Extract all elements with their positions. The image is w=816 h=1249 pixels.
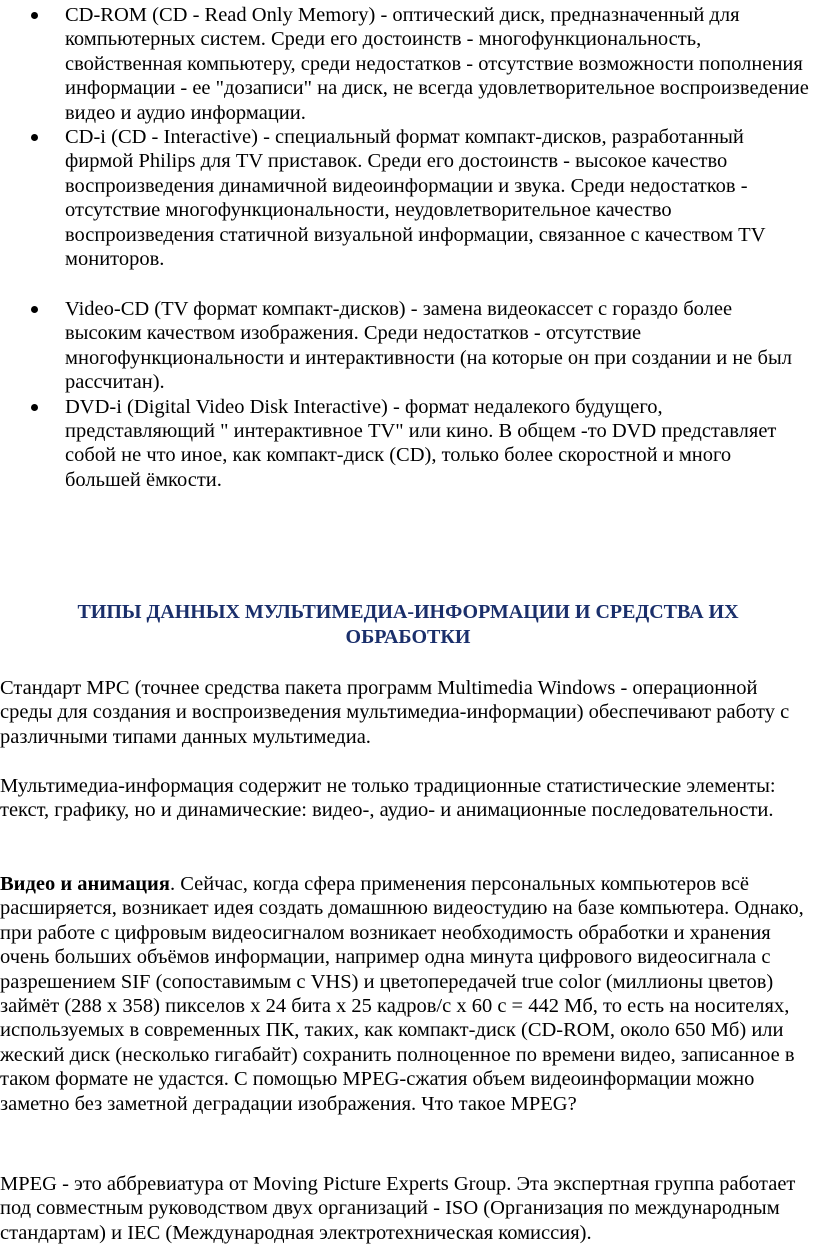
- list-item-text: CD-ROM (CD - Read Only Memory) - оптический диск, предназначенный для компьютерных систем. Среди его достоинств - многофункциональность, свойственная компьютеру, среди недостатков - отсутствие возможности пополнения информации - ее "дозаписи" на диск, не всегда удовлетворительное воспроизведение видео и аудио информации.: [65, 4, 809, 124]
- paragraph-multimedia-info: Мультимедиа-информация содержит не только традиционные статистические элементы: текст, графику, но и динамические: видео-, аудио- и анимационные последовательности.: [0, 775, 776, 822]
- paragraph-mpeg: MPEG - это аббревиатура от Moving Picture Experts Group. Эта экспертная группа работает под совместным руководством двух организаций - ISO (Организация по международным стандартам) и IEC (Международная электротехническая комиссия).: [0, 1173, 796, 1244]
- section-heading-line-1: ТИПЫ ДАННЫХ МУЛЬТИМЕДИА-ИНФОРМАЦИИ И СРЕДСТВА ИХ: [77, 601, 739, 623]
- section-heading: [0, 600, 816, 650]
- list-item-text: DVD-i (Digital Video Disk Interactive) - формат недалекого будущего, представляющий " интерактивное TV" или кино. В общем -то DVD представляет собой не что иное, как компакт-диск (CD), только более скоростной и много большей ёмкости.: [65, 395, 777, 491]
- list-item: [0, 125, 816, 271]
- paragraph-mpc-standard: Стандарт MPC (точнее средства пакета программ Multimedia Windows - операционной среды для создания и воспроизведения мультимедиа-информации) обеспечивают работу с различными типами данных мультимедиа.: [0, 677, 790, 748]
- bullet-dot-icon: [31, 306, 38, 313]
- bullet-dot-icon: [31, 134, 38, 141]
- bullet-list-formats: [0, 3, 816, 271]
- list-item-text: Video-CD (TV формат компакт-дисков) - замена видеокассет с гораздо более высоким качеством изображения. Среди недостатков - отсутствие многофункциональности и интерактивности (на которые он при создании и не был рассчитан).: [65, 298, 792, 394]
- list-item: [0, 297, 816, 395]
- list-item: [0, 395, 816, 493]
- bullet-dot-icon: [31, 404, 38, 411]
- paragraph-body: . Сейчас, когда сфера применения персональных компьютеров всё расширяется, возникает идея создать домашнюю видеостудию на базе компьютера. Однако, при работе с цифровым видеосигналом возникает необходимость обработки и хранения очень больших объёмов информации, например одна минута цифрового видеосигнала с разрешением SIF (сопоставимым с VHS) и цветопередачей true color (миллионы цветов) займёт (288 х 358) пикселов х 24 бита х 25 кадров/с х 60 с = 442 Мб, то есть на носителях, используемых в современных ПК, таких, как компакт-диск (CD-ROM, около 650 Мб) или жеский диск (несколько гигабайт) сохранить полноценное по времени видео, записанное в таком формате не удастся. С помощью MPEG-сжатия объем видеоинформации можно заметно без заметной деградации изображения. Что такое MPEG?: [0, 873, 804, 1115]
- paragraph-video-animation: [0, 872, 814, 1116]
- paragraph-lead-bold: Видео и анимация: [0, 873, 170, 895]
- section-heading-line-2: ОБРАБОТКИ: [345, 626, 471, 648]
- list-item: [0, 3, 816, 125]
- bullet-list-formats-continued: [0, 297, 816, 492]
- bullet-dot-icon: [31, 12, 38, 19]
- list-item-text: CD-i (CD - Interactive) - специальный формат компакт-дисков, разработанный фирмой Philips для TV приставок. Среди его достоинств - высокое качество воспроизведения динамичной видеоинформации и звука. Среди недостатков - отсутствие многофункциональности, неудовлетворительное качество воспроизведения статичной визуальной информации, связанное с качеством TV мониторов.: [65, 126, 766, 271]
